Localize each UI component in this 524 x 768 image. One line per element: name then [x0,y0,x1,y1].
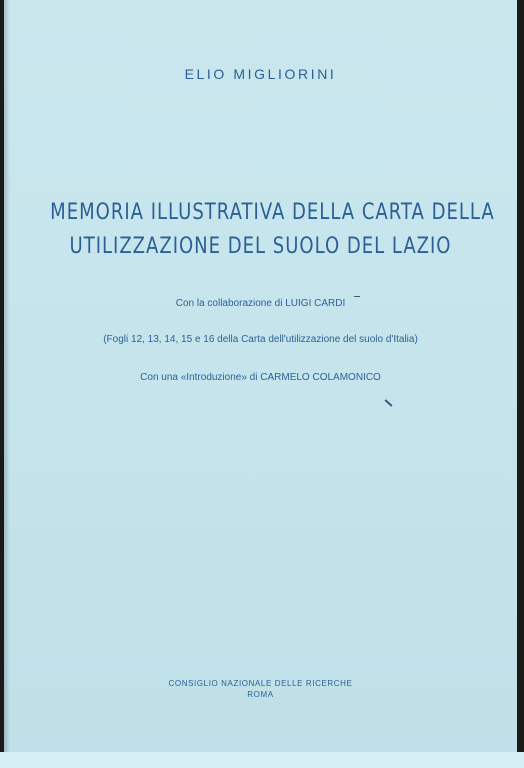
collaboration-credit: Con la collaborazione di LUIGI CARDI [175,298,346,309]
publisher-city: ROMA [247,690,274,699]
book-title [50,196,495,264]
sheets-note: (Fogli 12, 13, 14, 15 e 16 della Carta dell'utilizzazione del suolo d'Italia) [103,334,418,345]
title-line-1: MEMORIA ILLUSTRATIVA DELLA CARTA DELLA [50,200,495,225]
page-bottom-edge [0,752,524,768]
pen-dash-mark [354,296,360,297]
introduction-credit: Con una «Introduzione» di CARMELO COLAMONICO [140,372,381,383]
publisher-name: CONSIGLIO NAZIONALE DELLE RICERCHE [168,679,353,688]
publisher [4,678,517,700]
title-line-2: UTILIZZAZIONE DEL SUOLO DEL LAZIO [69,234,452,259]
author-name: ELIO MIGLIORINI [184,66,337,82]
book-cover [4,0,517,758]
spine-shadow [4,0,10,758]
